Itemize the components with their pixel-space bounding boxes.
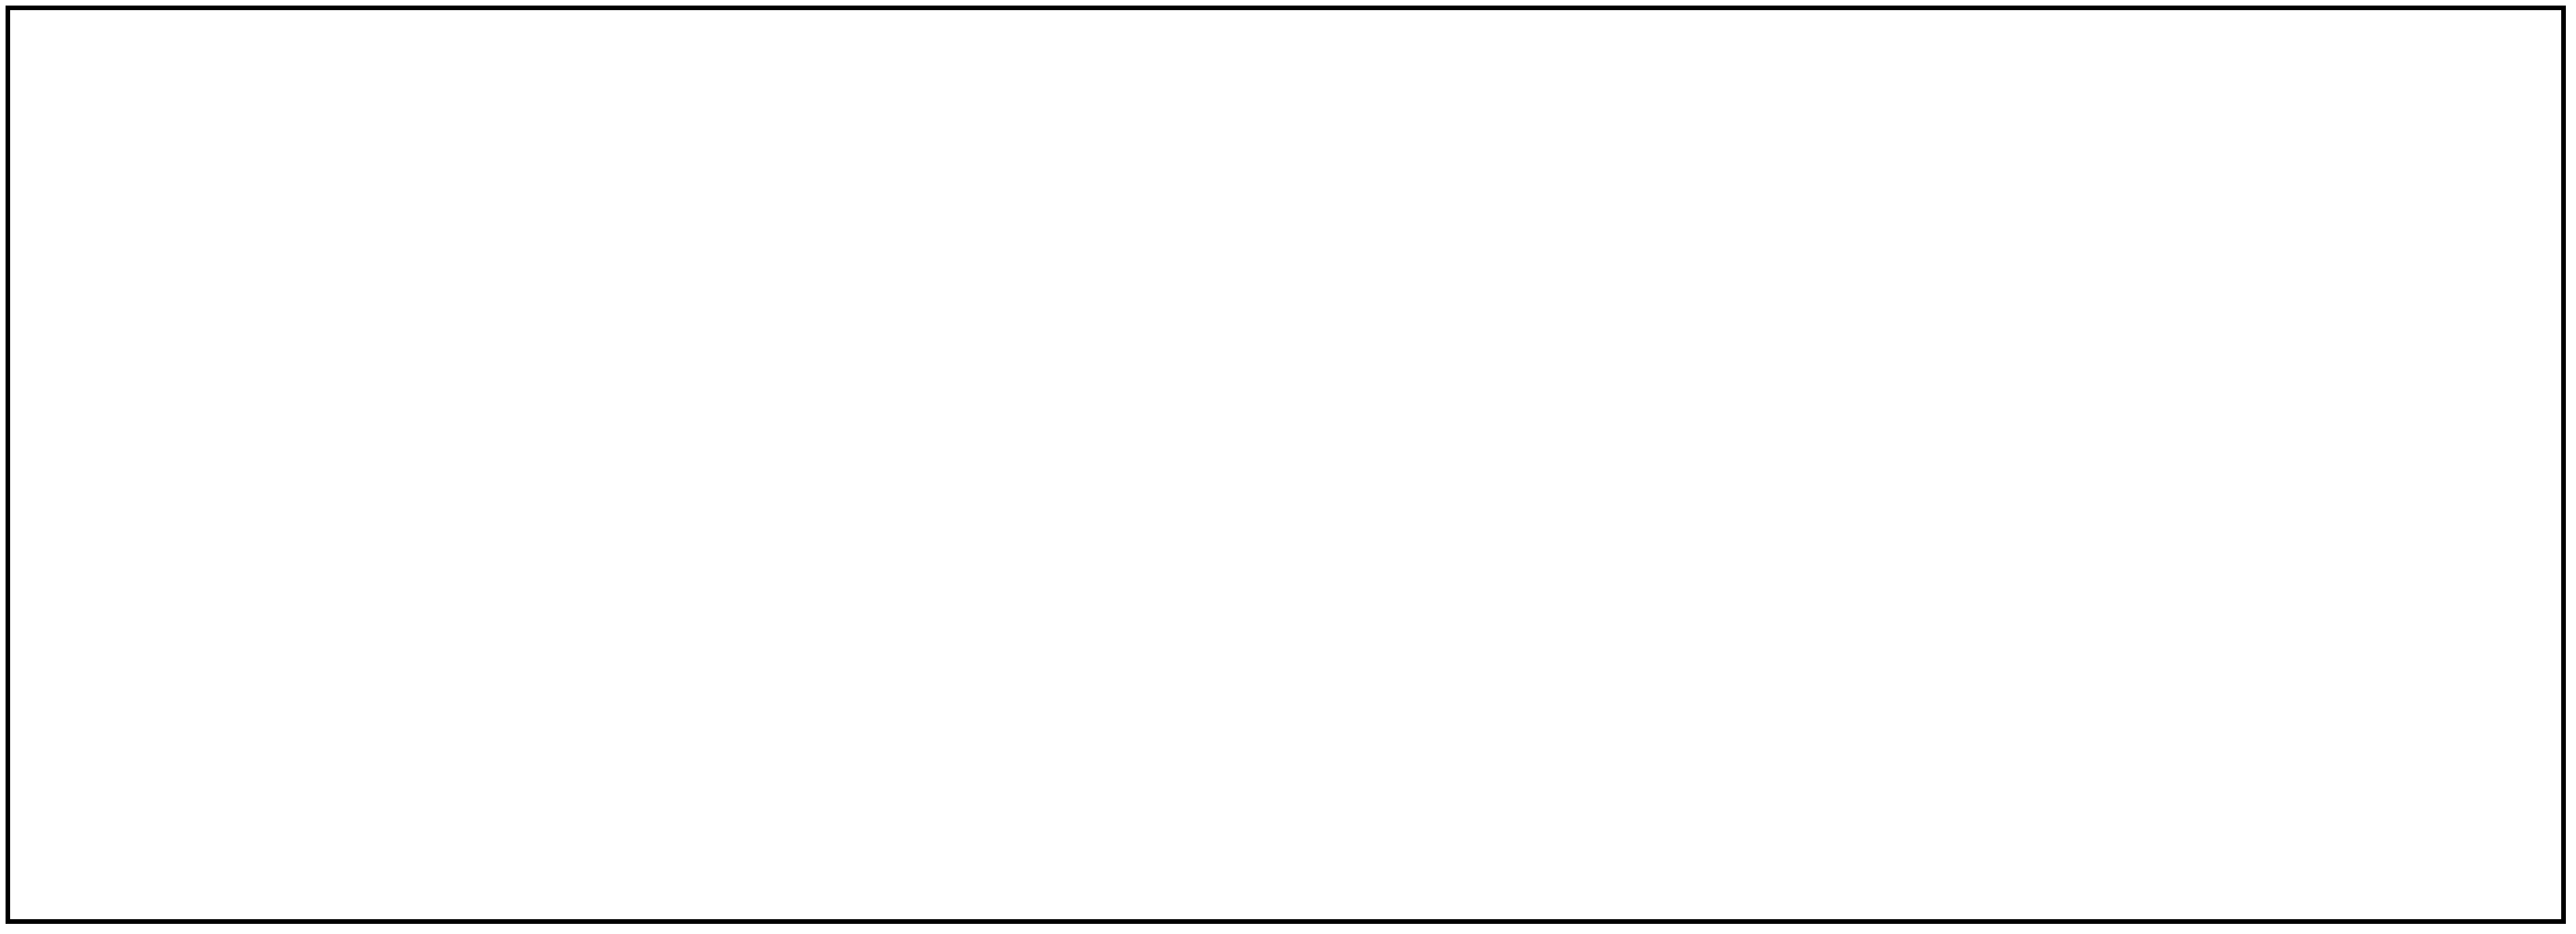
toc-lower-band (10, 528, 2561, 884)
toc-upper-band (10, 89, 2561, 463)
toc-page (6, 6, 2566, 924)
